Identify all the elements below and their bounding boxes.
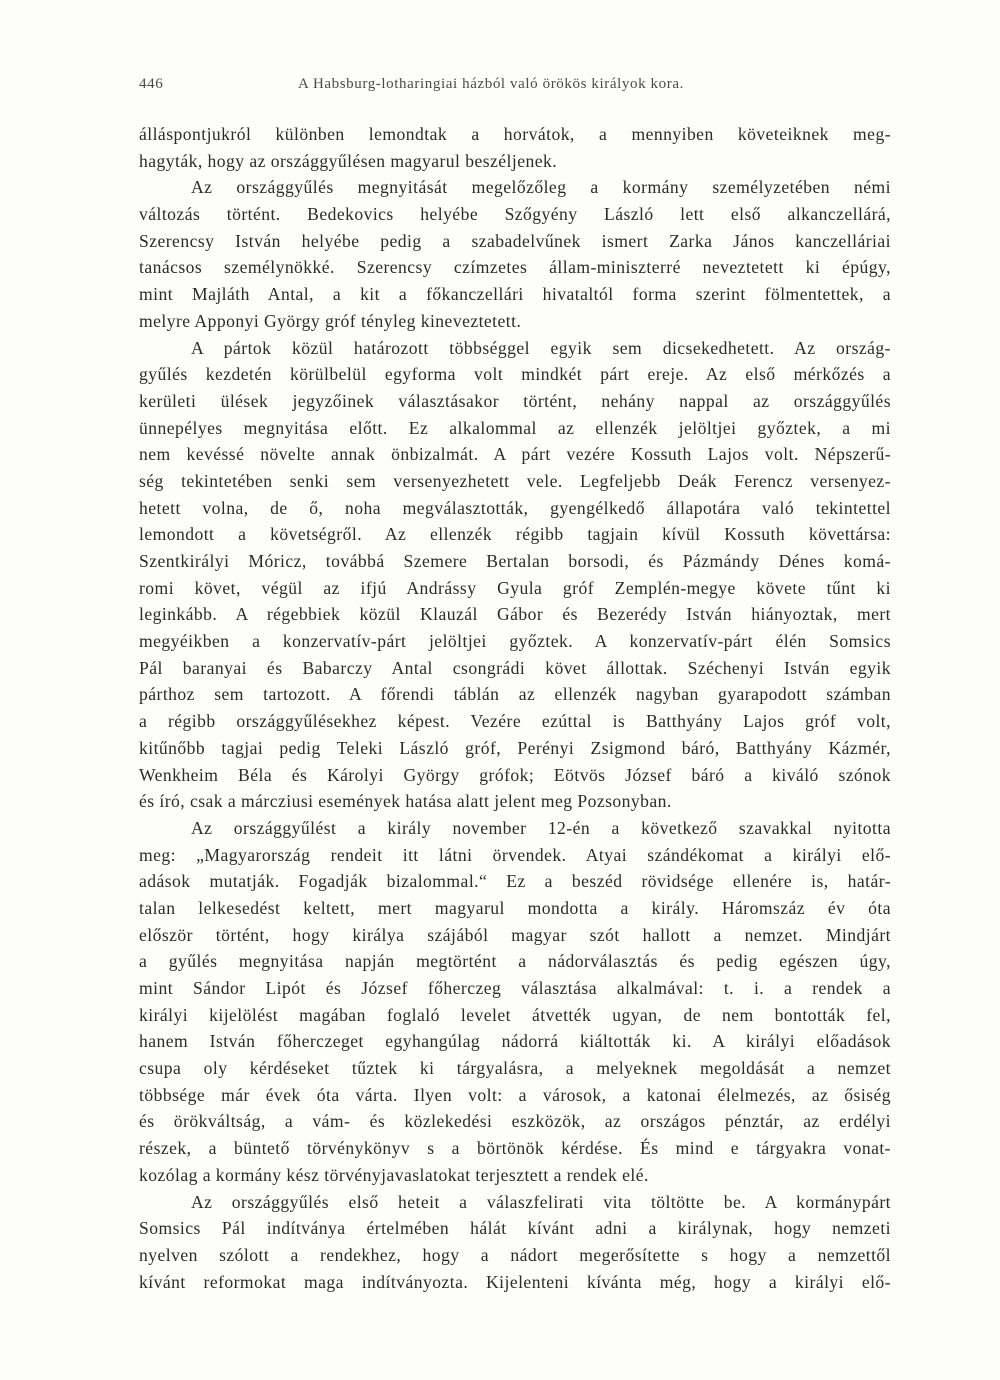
text-line: hanem István főherczeget egyhangúlag nádorrá kiáltották ki. A királyi előadások <box>139 1031 891 1052</box>
text-line: a gyűlés megnyitása napján megtörtént a nádorválasztás és pedig egészen úgy, <box>139 951 891 972</box>
text-line: Somsics Pál indítványa értelmében hálát kívánt adni a királynak, hogy nemzeti <box>139 1218 891 1239</box>
text-line: megyéikben a konzervatív-párt jelöltjei győztek. A konzervatív-párt élén Somsics <box>139 631 891 652</box>
page-number: 446 <box>139 76 164 92</box>
text-line: és író, csak a márcziusi események hatása alatt jelent meg Pozsonyban. <box>139 791 672 812</box>
text-line: melyre Apponyi György gróf tényleg kineveztetett. <box>139 310 522 331</box>
text-line: meg: „Magyarország rendeit itt látni örvendek. Atyai szándékomat a királyi elő- <box>139 844 891 865</box>
running-title: A Habsburg-lotharingiai házból való örökös királyok kora. <box>298 76 684 92</box>
text-line: Az országgyűlést a király november 12-én a következő szavakkal nyitotta <box>191 817 891 838</box>
text-line: mint Majláth Antal, a kit a főkanczellári hivataltól forma szerint fölmentettek, a <box>139 284 891 305</box>
text-line: gyűlés kezdetén körülbelül egyforma volt mindkét párt ereje. Az első mérkőzés a <box>139 364 891 385</box>
text-line: kitűnőbb tagjai pedig Teleki László gróf, Perényi Zsigmond báró, Batthyány Kázmér, <box>139 737 891 758</box>
text-line: álláspontjukról különben lemondtak a horvátok, a mennyiben követeiknek meg- <box>139 124 891 144</box>
text-line: Szentkirályi Móricz, továbbá Szemere Bertalan borsodi, és Pázmándy Dénes komá- <box>139 551 891 571</box>
text-line: A pártok közül határozott többséggel egyik sem dicsekedhetett. Az ország- <box>191 337 891 358</box>
text-line: hagyták, hogy az országgyűlésen magyarul beszéljenek. <box>139 150 558 171</box>
text-line: Az országgyűlés első heteit a válaszfelirati vita töltötte be. A kormánypárt <box>191 1191 891 1212</box>
text-line: romi követ, végül az ifjú Andrássy Gyula gróf Zemplén-megye követe tűnt ki <box>139 577 891 598</box>
text-line: hetett volna, de ő, noha megválasztották, gyengélkedő állapotára való tekintettel <box>139 497 891 518</box>
text-line: először történt, hogy királya szájából magyar szót hallott a nemzet. Mindjárt <box>139 924 891 945</box>
text-line: kerületi ülések jegyzőinek választásakor történt, nehány nappal az országgyűlés <box>139 390 891 411</box>
text-line: többsége már évek óta várta. Ilyen volt: a városok, a katonai élelmezés, az ősiség <box>139 1084 891 1105</box>
text-line: változás történt. Bedekovics helyébe Szőgyény László lett első alkanczellárá, <box>139 204 891 225</box>
text-line: királyi kijelölést magában foglaló levelet átvették ugyan, de nem bontották fel, <box>139 1004 891 1025</box>
text-line: és örökváltság, a vám- és közlekedési eszközök, az országos pénztár, az erdélyi <box>139 1111 891 1132</box>
text-line: mint Sándor Lipót és József főherczeg választása alkalmával: t. i. a rendek a <box>139 978 891 998</box>
text-line: lemondott a követségről. Az ellenzék régibb tagjain kívül Kossuth követtársa: <box>139 524 891 545</box>
text-line: párthoz sem tartozott. A főrendi táblán az ellenzék nagyban gyarapodott számban <box>139 684 891 705</box>
text-line: a régibb országgyűlésekhez képest. Vezére ezúttal is Batthyány Lajos gróf volt, <box>139 711 891 732</box>
running-head <box>139 76 889 100</box>
text-line: ünnepélyes megnyitása előtt. Ez alkalommal az ellenzék jelöltjei győztek, a mi <box>139 417 891 438</box>
text-line: részek, a büntető törvénykönyv s a börtönök kérdése. És mind e tárgyakra vonat- <box>139 1138 891 1159</box>
text-line: adások mutatják. Fogadják bizalommal.“ Ez a beszéd rövidsége ellenére is, határ- <box>139 871 891 892</box>
text-line: Pál baranyai és Babarczy Antal csongrádi követ állottak. Széchenyi István egyik <box>139 657 891 678</box>
text-line: leginkább. A régebbiek közül Klauzál Gábor és Bezerédy István hiányoztak, mert <box>139 604 891 625</box>
text-line: Wenkheim Béla és Károlyi György grófok; Eötvös József báró a kiváló szónok <box>139 764 891 785</box>
text-line: kívánt reformokat maga indítványozta. Kijelenteni kívánta még, hogy a királyi elő- <box>139 1271 891 1292</box>
text-line: nem kevéssé növelte annak önbizalmát. A párt vezére Kossuth Lajos volt. Népszerű- <box>139 444 891 465</box>
body-text <box>139 121 891 1295</box>
text-line: Szerencsy István helyébe pedig a szabadelvűnek ismert Zarka János kanczelláriai <box>139 230 891 251</box>
text-line: kozólag a kormány kész törvényjavaslatokat terjesztett a rendek elé. <box>139 1164 649 1185</box>
text-line: talan lelkesedést keltett, mert magyarul mondotta a király. Háromszáz év óta <box>139 897 891 918</box>
text-line: ség tekintetében senki sem versenyezhetett vele. Legfeljebb Deák Ferencz versenyez- <box>139 470 891 491</box>
text-line: tanácsos személynökké. Szerencsy czímzetes állam-miniszterré neveztetett ki épúgy, <box>139 257 891 278</box>
text-line: Az országgyűlés megnyitását megelőzőleg a kormány személyzetében némi <box>191 177 891 198</box>
text-line: nyelven szólott a rendekhez, hogy a nádort megerősítette s hogy a nemzettől <box>139 1244 891 1265</box>
text-line: csupa oly kérdéseket tűztek ki tárgyalásra, a melyeknek megoldását a nemzet <box>139 1058 891 1079</box>
